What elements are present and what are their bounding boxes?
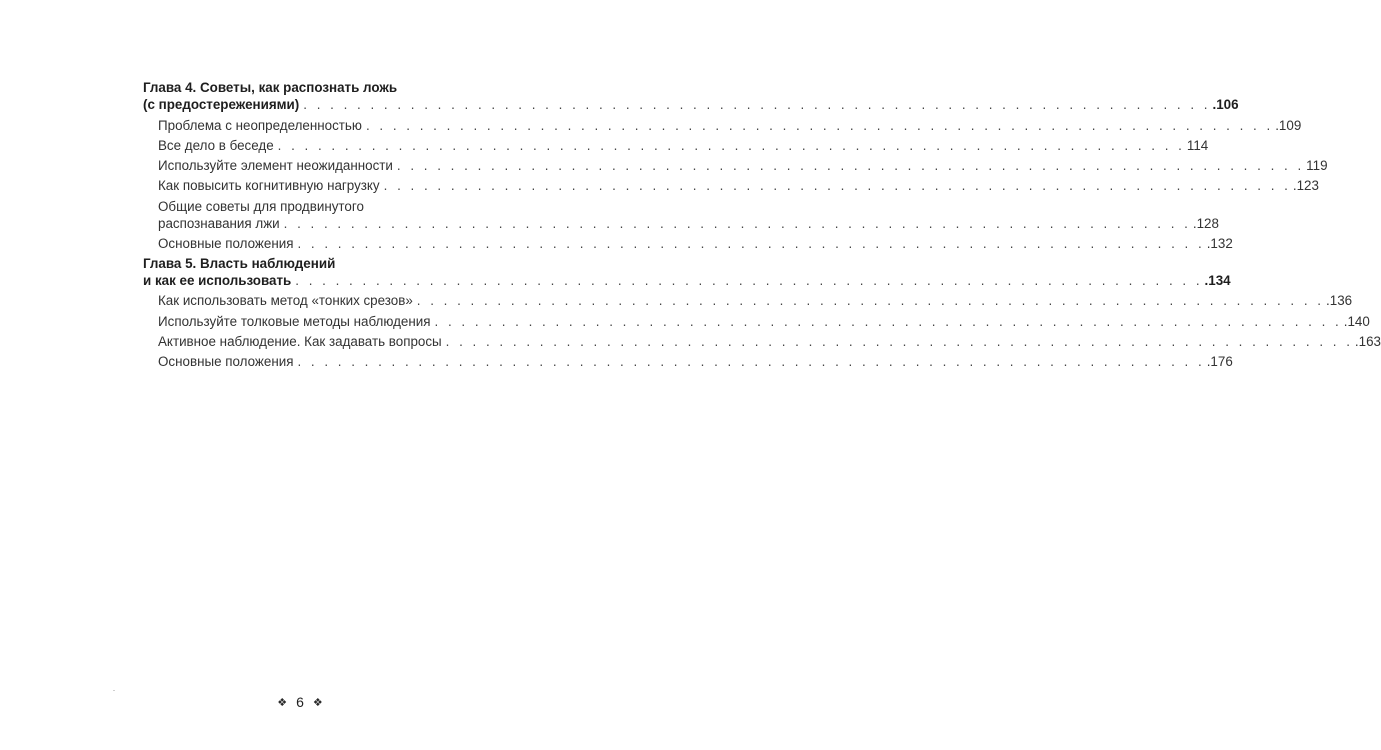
toc-title-line: Как повысить когнитивную нагрузку	[158, 178, 380, 194]
toc-page-number: 114	[1186, 138, 1209, 154]
dot-leader: . . . . . . . . . . . . . . . . . . . . . . . . . . . . . . . . . . . . . . . . . . . . . . . . . . . . . . . . . . . . . . . . . . . .	[365, 117, 1274, 133]
toc-title-line: Глава 4. Советы, как распознать ложь	[143, 80, 398, 95]
toc-entry	[143, 235, 1233, 252]
dot-leader: . . . . . . . . . . . . . . . . . . . . . . . . . . . . . . . . . . . . . . . . . . . . . . . . . . . . . . . . . . . . . . . . . . . .	[396, 158, 1305, 174]
toc-entry	[143, 353, 1233, 370]
toc-page-number: .140	[1343, 313, 1370, 329]
dot-leader: . . . . . . . . . . . . . . . . . . . . . . . . . . . . . . . . . . . . . . . . . . . . . . . . . . . . . . . . . . . . . . . . . . . .	[295, 273, 1203, 289]
toc-title-line: Основные положения	[158, 236, 294, 252]
toc-line	[143, 272, 1231, 289]
toc-page-number: .109	[1275, 117, 1302, 133]
diamond-ornament-icon: ❖	[312, 697, 323, 709]
toc-page-number: .163	[1354, 333, 1381, 349]
toc-page-number: .128	[1192, 216, 1219, 232]
toc-entry	[143, 333, 1381, 350]
toc-chapter	[143, 79, 1239, 114]
dot-leader: . . . . . . . . . . . . . . . . . . . . . . . . . . . . . . . . . . . . . . . . . . . . . . . . . . . . . . . . . . . . . . . . . . . .	[297, 236, 1205, 252]
page-footer	[0, 694, 600, 710]
toc-page-number: .106	[1212, 97, 1239, 113]
dot-leader: . . . . . . . . . . . . . . . . . . . . . . . . . . . . . . . . . . . . . . . . . . . . . . . . . . . . . . . . . . . . . . . . . . . .	[283, 216, 1191, 232]
dot-leader: . . . . . . . . . . . . . . . . . . . . . . . . . . . . . . . . . . . . . . . . . . . . . . . . . . . . . . . . . . . . . . . . . . . .	[297, 354, 1205, 370]
toc-entry	[143, 177, 1319, 194]
toc-page-number: .176	[1206, 354, 1233, 370]
toc-page-number: .132	[1206, 236, 1233, 252]
toc-entry	[143, 292, 1353, 309]
toc-title-line: (с предостережениями)	[143, 97, 300, 113]
toc-entry	[143, 137, 1209, 154]
toc-entry	[143, 313, 1370, 330]
toc-title-line: Глава 5. Власть наблюдений	[143, 255, 336, 271]
toc-line	[158, 292, 1353, 309]
toc-title-line: распознавания лжи	[158, 216, 280, 232]
dot-leader: . . . . . . . . . . . . . . . . . . . . . . . . . . . . . . . . . . . . . . . . . . . . . . . . . . . . . . . . . . . . . . . . . . . .	[277, 138, 1185, 154]
toc-title-line: Общие советы для продвинутого	[158, 198, 364, 214]
scan-speck	[113, 690, 115, 691]
diamond-ornament-icon: ❖	[277, 697, 288, 709]
toc-line	[158, 313, 1370, 330]
toc-entry	[143, 157, 1328, 174]
toc-line	[158, 235, 1233, 252]
dot-leader: . . . . . . . . . . . . . . . . . . . . . . . . . . . . . . . . . . . . . . . . . . . . . . . . . . . . . . . . . . . . . . . . . . . .	[416, 293, 1325, 309]
toc-title-line: Все дело в беседе	[158, 138, 274, 154]
toc-line	[158, 215, 1219, 232]
toc-line	[158, 177, 1319, 194]
toc-page-number: .134	[1204, 273, 1231, 289]
toc-line	[158, 353, 1233, 370]
toc-title-line: Проблема с неопределенностью	[158, 117, 362, 133]
dot-leader: . . . . . . . . . . . . . . . . . . . . . . . . . . . . . . . . . . . . . . . . . . . . . . . . . . . . . . . . . . . . . . . . . . . .	[303, 97, 1211, 113]
toc-title-line: Активное наблюдение. Как задавать вопросы	[158, 333, 442, 349]
toc-line	[158, 157, 1328, 174]
toc-line	[143, 96, 1239, 113]
toc-line	[158, 117, 1302, 134]
toc-title-line: Как использовать метод «тонких срезов»	[158, 293, 413, 309]
toc-page-number: 119	[1306, 158, 1328, 174]
dot-leader: . . . . . . . . . . . . . . . . . . . . . . . . . . . . . . . . . . . . . . . . . . . . . . . . . . . . . . . . . . . . . . . . . . . .	[445, 333, 1353, 349]
toc-title-line: и как ее использовать	[143, 273, 292, 289]
table-of-contents	[143, 79, 1381, 370]
toc-line	[158, 333, 1381, 350]
toc-line	[158, 137, 1209, 154]
dot-leader: . . . . . . . . . . . . . . . . . . . . . . . . . . . . . . . . . . . . . . . . . . . . . . . . . . . . . . . . . . . . . . . . . . . .	[434, 313, 1342, 329]
toc-entry	[143, 198, 1219, 233]
toc-page-number: .136	[1326, 293, 1353, 309]
page-number: 6	[296, 694, 304, 710]
toc-title-line: Основные положения	[158, 354, 294, 370]
toc-entry	[143, 117, 1302, 134]
toc-page-number: .123	[1292, 178, 1319, 194]
toc-title-line: Используйте толковые методы наблюдения	[158, 313, 431, 329]
toc-chapter	[143, 255, 1231, 290]
toc-title-line: Используйте элемент неожиданности	[158, 158, 393, 174]
dot-leader: . . . . . . . . . . . . . . . . . . . . . . . . . . . . . . . . . . . . . . . . . . . . . . . . . . . . . . . . . . . . . . . . . . . .	[383, 178, 1291, 194]
